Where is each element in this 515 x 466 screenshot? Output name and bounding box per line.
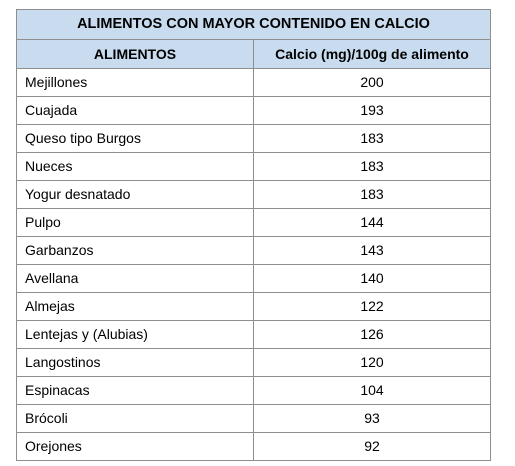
calcium-value-cell: 183 (254, 181, 491, 209)
food-name-cell: Cuajada (17, 97, 254, 125)
table-row (17, 69, 491, 97)
food-name-cell: Avellana (17, 265, 254, 293)
column-header-food: ALIMENTOS (17, 40, 254, 69)
calcium-value-cell: 104 (254, 377, 491, 405)
food-name-cell: Yogur desnatado (17, 181, 254, 209)
calcium-value-cell: 140 (254, 265, 491, 293)
table-header-row (17, 40, 491, 69)
calcium-value-cell: 120 (254, 349, 491, 377)
table-row (17, 405, 491, 433)
table-row (17, 97, 491, 125)
calcium-table-container (16, 9, 490, 461)
table-row (17, 433, 491, 461)
food-name-cell: Orejones (17, 433, 254, 461)
calcium-value-cell: 122 (254, 293, 491, 321)
calcium-value-cell: 93 (254, 405, 491, 433)
calcium-value-cell: 183 (254, 153, 491, 181)
table-row (17, 181, 491, 209)
column-header-calcium: Calcio (mg)/100g de alimento (254, 40, 491, 69)
food-name-cell: Almejas (17, 293, 254, 321)
table-row (17, 209, 491, 237)
calcium-value-cell: 200 (254, 69, 491, 97)
food-name-cell: Brócoli (17, 405, 254, 433)
food-name-cell: Langostinos (17, 349, 254, 377)
calcium-value-cell: 126 (254, 321, 491, 349)
food-name-cell: Queso tipo Burgos (17, 125, 254, 153)
table-row (17, 153, 491, 181)
calcium-value-cell: 143 (254, 237, 491, 265)
food-name-cell: Lentejas y (Alubias) (17, 321, 254, 349)
table-row (17, 377, 491, 405)
table-row (17, 349, 491, 377)
table-row (17, 293, 491, 321)
food-name-cell: Espinacas (17, 377, 254, 405)
table-row (17, 265, 491, 293)
food-name-cell: Nueces (17, 153, 254, 181)
calcium-value-cell: 183 (254, 125, 491, 153)
table-row (17, 237, 491, 265)
table-body (17, 69, 491, 461)
table-title: ALIMENTOS CON MAYOR CONTENIDO EN CALCIO (17, 10, 491, 40)
table-row (17, 321, 491, 349)
table-row (17, 125, 491, 153)
food-name-cell: Pulpo (17, 209, 254, 237)
table-title-row (17, 10, 491, 40)
calcium-value-cell: 144 (254, 209, 491, 237)
calcium-value-cell: 193 (254, 97, 491, 125)
calcium-value-cell: 92 (254, 433, 491, 461)
food-name-cell: Garbanzos (17, 237, 254, 265)
calcium-foods-table (16, 9, 491, 461)
food-name-cell: Mejillones (17, 69, 254, 97)
